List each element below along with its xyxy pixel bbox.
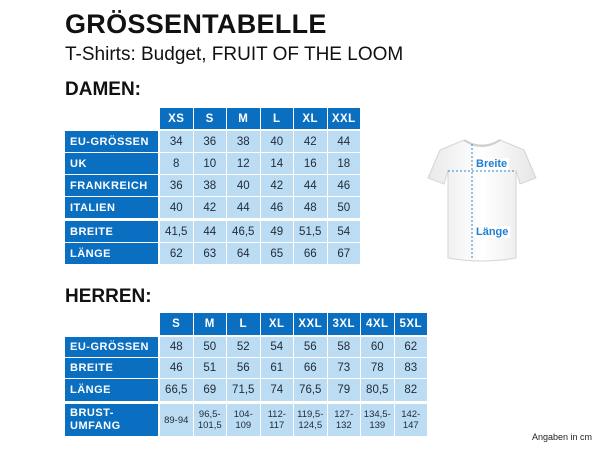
damen-cell: 36 xyxy=(194,131,227,152)
damen-cell: 44 xyxy=(328,131,361,152)
damen-cell: 16 xyxy=(294,153,327,174)
damen-cell: 42 xyxy=(294,131,327,152)
herren-cell: 96,5- 101,5 xyxy=(194,404,227,436)
shirt-length-label: Länge xyxy=(476,226,509,238)
tshirt-illustration xyxy=(426,134,538,264)
herren-row-label: BRUST- UMFANG xyxy=(65,404,158,436)
damen-size-header: XXL xyxy=(328,108,361,129)
damen-cell: 40 xyxy=(160,197,193,218)
herren-cell: 142- 147 xyxy=(395,404,428,436)
damen-cell: 36 xyxy=(160,175,193,196)
damen-cell: 44 xyxy=(194,221,227,242)
damen-size-header: XS xyxy=(160,108,193,129)
damen-cell: 51,5 xyxy=(294,221,327,242)
damen-cell: 66 xyxy=(294,243,327,264)
herren-cell: 58 xyxy=(328,337,361,357)
herren-cell: 66 xyxy=(294,358,327,378)
damen-cell: 40 xyxy=(227,175,260,196)
damen-cell: 63 xyxy=(194,243,227,264)
damen-row-label: BREITE xyxy=(65,221,158,242)
herren-cell: 61 xyxy=(261,358,294,378)
page-title: GRÖSSENTABELLE xyxy=(65,9,327,39)
damen-cell: 12 xyxy=(227,153,260,174)
shirt-width-label: Breite xyxy=(476,158,508,170)
herren-cell: 74 xyxy=(261,379,294,401)
damen-cell: 54 xyxy=(328,221,361,242)
damen-heading: DAMEN: xyxy=(65,79,141,100)
damen-row-label: LÄNGE xyxy=(65,243,158,264)
damen-row-label: UK xyxy=(65,153,158,174)
herren-cell: 78 xyxy=(361,358,394,378)
damen-cell: 49 xyxy=(261,221,294,242)
herren-cell: 82 xyxy=(395,379,428,401)
herren-size-header: 5XL xyxy=(395,313,428,335)
herren-cell: 76,5 xyxy=(294,379,327,401)
herren-cell: 69 xyxy=(194,379,227,401)
damen-cell: 46 xyxy=(328,175,361,196)
damen-cell: 42 xyxy=(194,197,227,218)
herren-heading: HERREN: xyxy=(65,286,152,307)
damen-cell: 64 xyxy=(227,243,260,264)
herren-size-header: XXL xyxy=(294,313,327,335)
herren-cell: 56 xyxy=(294,337,327,357)
damen-cell: 34 xyxy=(160,131,193,152)
herren-cell: 104- 109 xyxy=(227,404,260,436)
herren-size-header: L xyxy=(227,313,260,335)
damen-row-label: FRANKREICH xyxy=(65,175,158,196)
herren-row-label: EU-GRÖSSEN xyxy=(65,337,158,357)
herren-cell: 48 xyxy=(160,337,193,357)
herren-cell: 83 xyxy=(395,358,428,378)
herren-cell: 89-94 xyxy=(160,404,193,436)
herren-cell: 51 xyxy=(194,358,227,378)
herren-cell: 50 xyxy=(194,337,227,357)
damen-cell: 44 xyxy=(294,175,327,196)
damen-cell: 10 xyxy=(194,153,227,174)
herren-size-header: 3XL xyxy=(328,313,361,335)
herren-row-label: BREITE xyxy=(65,358,158,378)
tshirt-icon xyxy=(426,134,538,264)
herren-cell: 79 xyxy=(328,379,361,401)
damen-cell: 38 xyxy=(194,175,227,196)
damen-cell: 42 xyxy=(261,175,294,196)
damen-cell: 8 xyxy=(160,153,193,174)
herren-cell: 54 xyxy=(261,337,294,357)
herren-cell: 73 xyxy=(328,358,361,378)
herren-cell: 56 xyxy=(227,358,260,378)
damen-cell: 65 xyxy=(261,243,294,264)
herren-cell: 71,5 xyxy=(227,379,260,401)
damen-cell: 46,5 xyxy=(227,221,260,242)
herren-size-header: 4XL xyxy=(361,313,394,335)
damen-row-label: ITALIEN xyxy=(65,197,158,218)
damen-size-header: L xyxy=(261,108,294,129)
damen-cell: 48 xyxy=(294,197,327,218)
damen-cell: 41,5 xyxy=(160,221,193,242)
herren-row-label: LÄNGE xyxy=(65,379,158,401)
damen-cell: 18 xyxy=(328,153,361,174)
damen-size-header: S xyxy=(194,108,227,129)
page-subtitle: T-Shirts: Budget, FRUIT OF THE LOOM xyxy=(65,44,404,65)
damen-cell: 40 xyxy=(261,131,294,152)
herren-cell: 46 xyxy=(160,358,193,378)
units-note: Angaben in cm xyxy=(531,432,592,442)
herren-cell: 127- 132 xyxy=(328,404,361,436)
damen-cell: 50 xyxy=(328,197,361,218)
damen-cell: 67 xyxy=(328,243,361,264)
damen-cell: 44 xyxy=(227,197,260,218)
damen-cell: 46 xyxy=(261,197,294,218)
herren-size-header: S xyxy=(160,313,193,335)
herren-cell: 134,5- 139 xyxy=(361,404,394,436)
damen-cell: 14 xyxy=(261,153,294,174)
herren-cell: 112- 117 xyxy=(261,404,294,436)
damen-row-label: EU-GRÖSSEN xyxy=(65,131,158,152)
herren-cell: 62 xyxy=(395,337,428,357)
herren-cell: 119,5- 124,5 xyxy=(294,404,327,436)
herren-cell: 66,5 xyxy=(160,379,193,401)
herren-cell: 52 xyxy=(227,337,260,357)
herren-cell: 60 xyxy=(361,337,394,357)
herren-size-header: XL xyxy=(261,313,294,335)
damen-size-header: XL xyxy=(294,108,327,129)
damen-size-header: M xyxy=(227,108,260,129)
damen-cell: 38 xyxy=(227,131,260,152)
herren-size-header: M xyxy=(194,313,227,335)
damen-cell: 62 xyxy=(160,243,193,264)
herren-cell: 80,5 xyxy=(361,379,394,401)
